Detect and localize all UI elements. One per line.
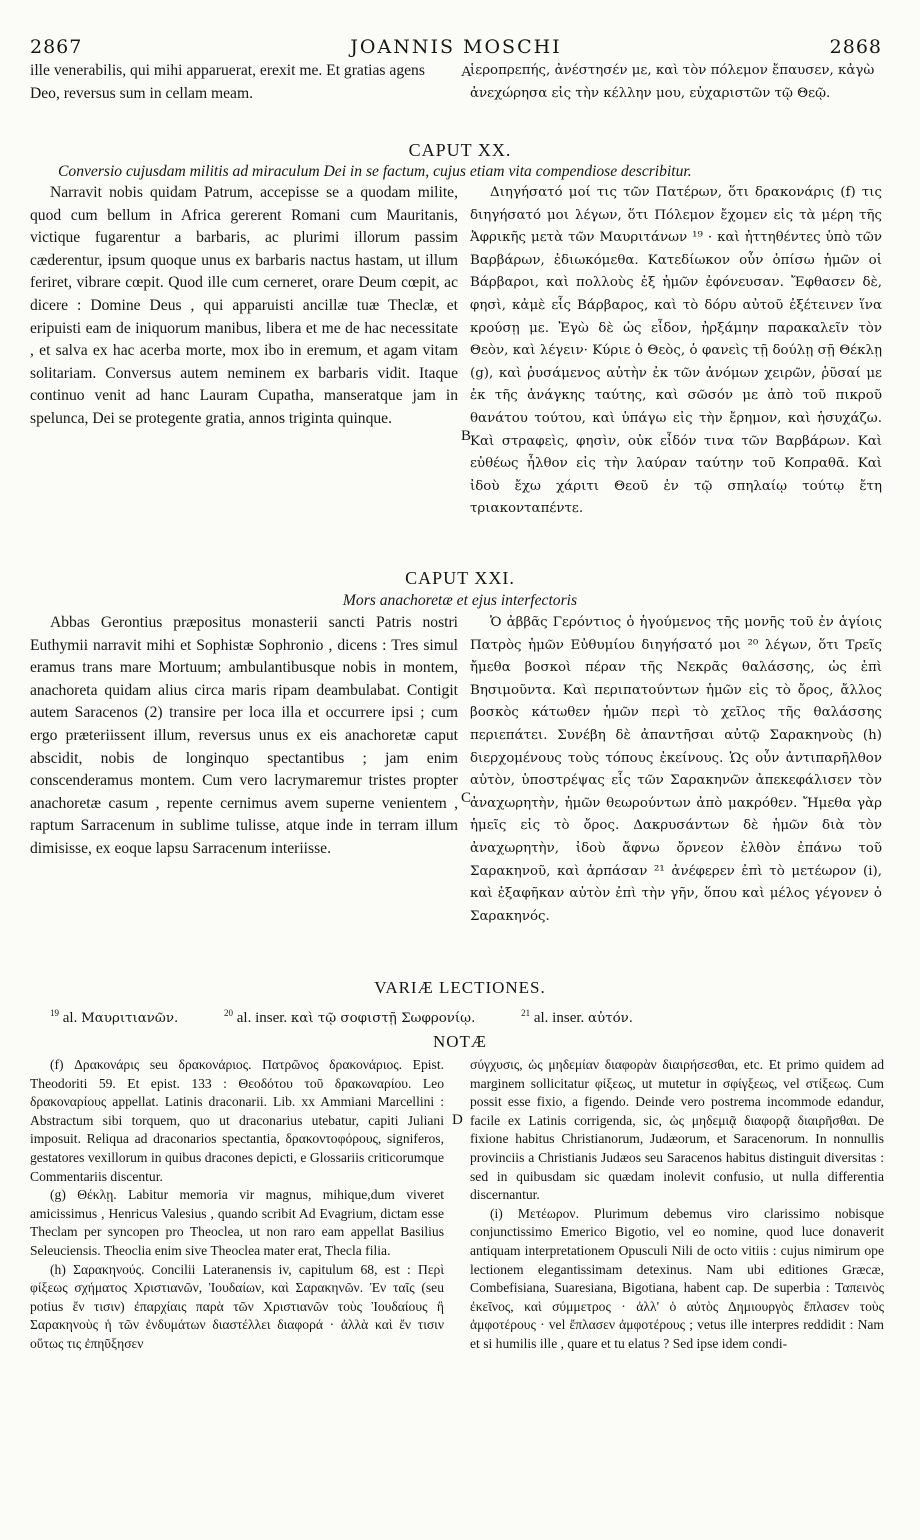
variant-21-prefix: al. inser. (533, 1010, 585, 1026)
margin-letter-b: B (461, 428, 472, 444)
chapter-21-latin-text: Abbas Gerontius præpositus monasterii sancti Patris nostri Euthymii narravit mihi et Sophistæ Sophronio , dicens : Tres simul eramus trans mare Mortuum; ambulantibusque nobis in montem, anachoreta quidam alius circa maris ripam deambulabat. Contigit autem Saracenos (2) transire per loca illa et occurrere ipsi ; cum ergo præteriissent illum, reversus unus ex eis anachoretæ caput abscidit, nobis de longinquo spectantibus ; jam enim conscenderamus montem. Cum vero lacrymaremur tristes propter anachoretæ casum , repente cernimus avem superne venientem , raptum Sarracenum in sublime tulisse, atque inde in terram illum dimisisse, ex eoque lapsu Sarracenum interiisse. (30, 614, 458, 857)
note-g: (g) Θέκλῃ. Labitur memoria vir magnus, mihique,dum viveret amicissimus , Henricus Valesius , quando scribit Ad Evagrium, dictam esse Theclam per syncopen pro Theoclea, ut non raro eam appellat Basilius Seleuciensis. Theoclia enim sive Theoclea mater erat, Thecla filia. (30, 1187, 444, 1258)
margin-letter-c: C (461, 790, 472, 806)
chapter-20-heading: CAPUT XX. (408, 140, 512, 160)
intro-latin-text: ille venerabilis, qui mihi apparuerat, erexit me. Et gratias agens Deo, reversus sum in cellam meam. (30, 62, 425, 102)
intro-latin (30, 60, 458, 128)
note-i: (i) Μετέωρον. Plurimum debemus viro clarissimo nobisque conjunctissimo Emerico Bigotio, vel eo nomine, quod luce donaverit antiquam interpretationem Opusculi Nili de octo vitiis : cujus nimirum ope lectionem elegantissimam detexinus. Nam ubi editiones Græcæ, Combefisiana, Suaresiana, Bigotiana, habent cap. De superbia : Ταπεινὸς ἐκεῖνος, καὶ σύμμετρος · ἀλλ' ὁ αὐτὸς Δημιουργὸς ἔπλασεν τοὺς ἀμφοτέρους · vel ἔπλασεν ἀμφοτέρους ; vetus ille interpres reddidit : Nam et si humilis ille , quare et tu elatus ? Sed ipse idem condi- (470, 1205, 884, 1351)
intro-greek (470, 60, 882, 128)
left-page-number: 2867 (30, 36, 83, 58)
notes-right-column (470, 1056, 884, 1526)
chapter-21-heading: CAPUT XXI. (405, 568, 515, 588)
chapter-21-summary: Mors anachoretæ et ejus interfectoris (342, 592, 578, 609)
variant-21 (521, 1010, 633, 1026)
note-f: (f) Δρακονάρις seu δρακονάριος. Πατρῶνος δρακονάριος. Epist. Theodoriti 59. Et epist. 133 : Θεοδότου τοῦ δρακωναρίου. Leo δρακοναρίους appellat. Latinis draconarii. Lib. xx Ammiani Marcellini : Abstractum sibi torquem, quo ut draconarius utebatur, capiti Juliani imposuit. Reliqua ad draconarios spectantia, δρακοντοφόρους, signiferos, gestatores vexillorum in quibus dracones depicti, e Glossariis criticorumque Commentariis discentur. (30, 1057, 444, 1184)
variant-20-number: 20 (224, 1008, 234, 1018)
running-title: JOANNIS MOSCHI (350, 36, 562, 58)
notes-left-column (30, 1056, 444, 1526)
variae-lectiones-heading: VARIÆ LECTIONES. (374, 978, 546, 997)
notae-heading: NOTÆ (432, 1032, 488, 1051)
chapter-21-latin (30, 612, 458, 952)
variae-lectiones-list (50, 1010, 890, 1027)
chapter-20-latin (30, 182, 458, 517)
variant-20-prefix: al. inser. (236, 1010, 288, 1026)
intro-greek-text: ἱεροπρεπής, ἀνέστησέν με, καὶ τὸν πόλεμον ἔπαυσεν, κἀγὼ ἀνεχώρησα εἰς τὴν κέλλην μου, εὐχαριστῶν τῷ Θεῷ. (470, 63, 875, 101)
chapter-20-latin-text: Narravit nobis quidam Patrum, accepisse se a quodam milite, quod cum bellum in Africa gererent Romani cum Mauritanis, victique fugarentur a barbaris, ac plurimi illorum passim cæderentur, ipsum quoque unus ex barbaris nactus hastam, ut illum feriret, vibrare cœpit. Quod ille cum cerneret, orare Deum cœpit, ac dicere : Domine Deus , qui apparuisti ancillæ tuæ Theclæ, et eripuisti eam de iniquorum manibus, libera et me de hac necessitate , et salva ex hac acerba morte, mox ibo in eremum, et agam vitam solitariam. Conversus autem neminem ex barbaris vidit. Itaque continuo venit ad hanc Lauram Cupatha, manseratque jam in spelunca, Dei se protegente gratia, annos triginta quinque. (30, 184, 458, 427)
chapter-20-greek (470, 182, 882, 567)
page-header (30, 36, 882, 60)
variant-19-number: 19 (50, 1008, 59, 1018)
margin-letter-a: A (461, 64, 472, 80)
variant-20-text: καὶ τῷ σοφιστῇ Σωφρονίῳ. (290, 1011, 476, 1026)
note-h: (h) Σαρακηνούς. Concilii Lateranensis iv, capitulum 68, est : Περὶ φίξεως σχήματος Χριστιανῶν, Ἰουδαίων, καὶ Σαρακηνῶν. Ἐν ταῖς (seu potius ἔν τισιν) ἐπαρχίαις παρὰ τῶν Χριστιανῶν τοὺς Ἰουδαίους ἢ Σαρακηνοὺς ἡ τῶν ἐνδυμάτων διαστέλλει διαφορά · ἀλλὰ καὶ ἔν τισιν οὕτως τις ἐπηῦξησεν (30, 1261, 444, 1351)
chapter-21-greek (470, 612, 882, 967)
variant-19-prefix: al. (62, 1010, 78, 1026)
note-h-continued: σύγχυσις, ὡς μηδεμίαν διαφορὰν διαιρήσεσθαι, etc. Et primo quidem ad marginem sollicitatur φίξεως, ut mutetur in σφίγξεως, vel στίξεως. Cum possit esse fixio, a figendo. Deinde vero postrema incommode edandur, facile ex Latinis corrigenda, sic, ὡς μηδεμιᾷ διαφορᾷ διαιρῆσθαι. De fixione habitus Christianorum, Judæorum, et Saracenorum. In nonnullis provinciis a Christianis Judæos seu Saracenos habitus distinguit diversitas : sed in quibusdam sic quædam inolevit confusio, ut nulla differentia discernantur. (470, 1057, 884, 1203)
variant-20 (224, 1010, 475, 1026)
margin-letter-d: D (452, 1112, 463, 1128)
variant-21-number: 21 (521, 1008, 531, 1018)
variant-21-text: αὐτόν. (588, 1011, 634, 1026)
variant-19 (50, 1010, 178, 1026)
right-page-number: 2868 (829, 36, 882, 58)
chapter-21-greek-text: Ὁ ἀββᾶς Γερόντιος ὁ ἡγούμενος τῆς μονῆς τοῦ ἐν ἁγίοις Πατρὸς ἡμῶν Εὐθυμίου διηγήσατό μοι ²⁰ λέγων, ὅτι Τρεῖς ἤμεθα βοσκοὶ πέραν τῆς Νεκρᾶς θαλάσσης, ὡς ἐπὶ Βησιμοῦντα. Καὶ περιπατούντων ἡμῶν εἰς τὸ ὄρος, ἄλλος βοσκὸς κάτωθεν ἡμῶν περὶ τὸ χεῖλος τῆς θαλάσσης περιεπάτει. Συνέβη δὲ ἀπαντῆσαι αὐτῷ Σαρακηνοὺς (h) διερχομένους τοὺς τόπους ἐκείνους. Ὡς οὖν ἀντιπαρῆλθον αὐτὸν, ὑποστρέψας εἷς τῶν Σαρακηνῶν ἀπεκεφάλισεν τὸν ἀναχωρητὴν, ἡμῶν θεωρούντων ἀπὸ μακρόθεν. Ἤμεθα γὰρ ἡμεῖς εἰς τὸ ὄρος. Δακρυσάντων δὲ ἡμῶν διὰ τὸν ἀναχωρητὴν, ἰδοὺ ἄφνω ὄρνεον ἐλθὸν ἐπάνω τοῦ Σαρακηνοῦ, καὶ ἁρπάσαν ²¹ ἀνέφερεν ἐπὶ τὸ μετέωρον (i), καὶ ἐξαφῆκαν αὐτὸν ἐπὶ τὴν γῆν, ὅπου καὶ μέλος γέγονεν ὁ Σαρακηνός. (470, 615, 882, 924)
chapter-20-greek-text: Διηγήσατό μοί τις τῶν Πατέρων, ὅτι δρακονάρις (f) τις διηγήσατό μοι λέγων, ὅτι Πόλεμον ἔχομεν εἰς τὰ μέρη τῆς Ἀφρικῆς μετὰ τῶν Μαυριτάνων ¹⁹ · καὶ ἡττηθέντες ὑπὸ τῶν Βαρβάρων, ἐδιωκόμεθα. Κατεδίωκον οὖν ὀπίσω ἡμῶν οἱ Βάρβαροι, καὶ πολλοὺς ἐξ ἡμῶν ἐφόνευσαν. Ἔφθασεν δὲ, φησὶ, κἀμὲ εἷς Βάρβαρος, καὶ τὸ δόρυ αὐτοῦ ἐξέτεινεν ἵνα κρούσῃ με. Ἐγὼ δὲ ὡς εἶδον, ἠρξάμην παρακαλεῖν τὸν Θεὸν, καὶ λέγειν· Κύριε ὁ Θεὸς, ὁ φανεὶς τῇ δούλῃ σῇ Θέκλῃ (g), καὶ ῥυσάμενος αὐτὴν ἐκ τῶν ἀνόμων χειρῶν, ῥῦσαί με ἐκ τῆς ἀνάγκης ταύτης, καὶ σῶσόν με ἀπὸ τοῦ πικροῦ θανάτου τούτου, καὶ ὑπάγω εἰς τὴν ἔρημον, καὶ ἡσυχάζω. Καὶ στραφεὶς, φησὶν, οὐκ εἶδόν τινα τῶν Βαρβάρων. Καὶ εὐθέως ἦλθον εἰς τὴν λαύραν ταύτην τοῦ Κοπραθᾶ. Καὶ ἰδοὺ ἔχω χάριτι Θεοῦ ἐν τῷ σπηλαίῳ τούτῳ ἔτη τριακονταπέντε. (470, 185, 882, 517)
chapter-20-summary: Conversio cujusdam militis ad miraculum Dei in se factum, cujus etiam vita compendiose describitur. (58, 163, 692, 180)
variant-19-text: Μαυριτιανῶν. (81, 1011, 179, 1026)
